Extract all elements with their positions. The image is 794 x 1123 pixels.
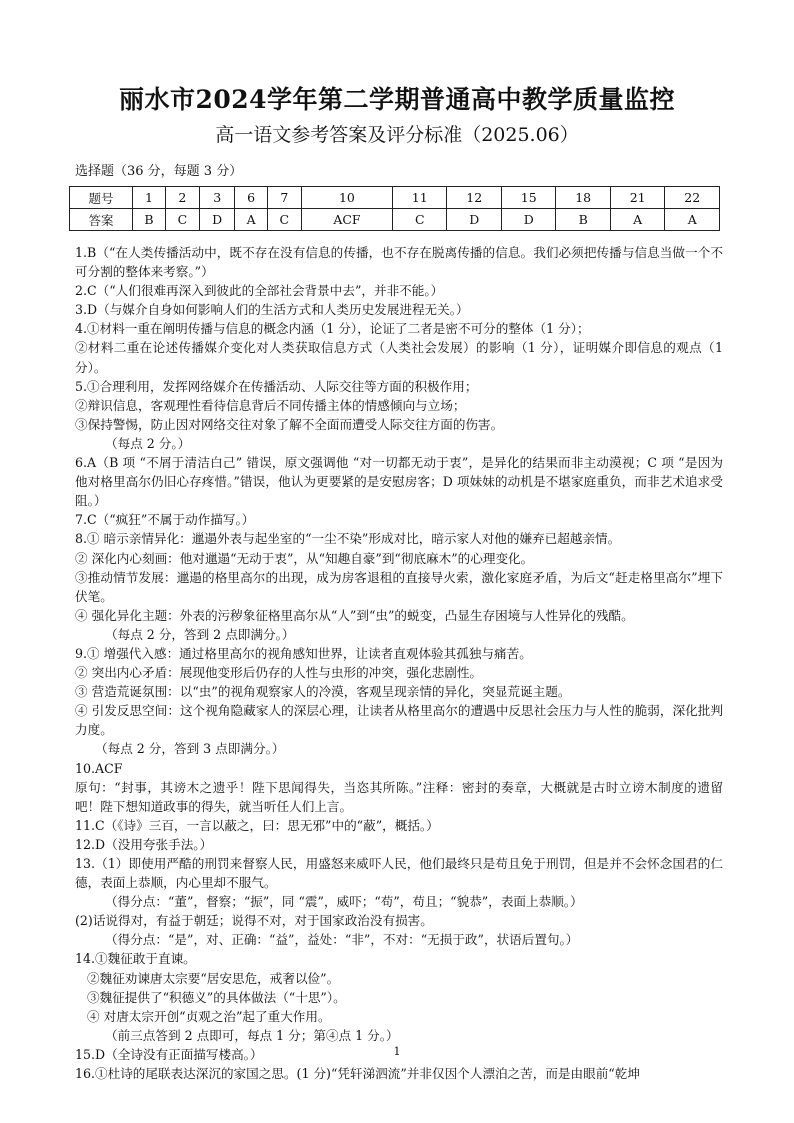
answer-line: 7.C（“疯狂”不属于动作描写。） [75,512,255,528]
answer-line: 5.①合理利用，发挥网络媒介在传播活动、人际交往等方面的积极作用； [75,378,478,394]
answer-cell: ACF [301,209,392,231]
answer-table [69,186,720,231]
answer-line: 12.D（没用夸张手法。） [75,836,213,852]
question-number-cell: 3 [199,187,235,209]
row-header-answer: 答案 [70,209,133,231]
answer-cell: A [610,209,664,231]
question-number-cell: 11 [393,187,447,209]
row-header-question: 题号 [70,187,133,209]
answer-line: 1.B（“在人类传播活动中，既不存在没有信息的传播，也不存在脱离传播的信息。我们必须把传播与信息当做一个不可分割的整体来考察。”） [75,245,723,280]
answer-line: 14.①魏征敢于直谏。 [75,951,196,967]
answer-line: 2.C（“人们很难再深入到彼此的全部社会背景中去”，并非不能。） [75,283,444,299]
answer-line: 11.C（《诗》三百，一言以蔽之，曰：思无邪”中的“蔽”，概括。） [75,817,439,833]
page-number: 1 [393,1045,401,1058]
question-number-cell: 15 [501,187,555,209]
answer-line: ④ 强化异化主题：外表的污秽象征格里高尔从“人”到“虫”的蜕变，凸显生存困境与人性异化的残酷。 [75,607,634,623]
answer-line: 8.① 暗示亲情异化：邋遢外表与起坐室的“一尘不染”形成对比，暗示家人对他的嫌弃已超越亲情。 [75,531,621,547]
answer-row [70,209,720,231]
section-label: 选择题（36 分，每题 3 分） [75,164,243,179]
answer-cell: D [447,209,501,231]
answer-line: 原句：“封事，其谤木之遗乎！陛下思闻得失，当恣其所陈。”注释：密封的奏章，大概就是古时立谤木制度的遗留吧！陛下想知道政事的得失，就当听任人们上言。 [75,779,723,814]
answer-line: ②魏征劝谏唐太宗要“居安思危，戒奢以俭”。 [87,970,340,986]
answer-cell: A [235,209,267,231]
question-number-cell: 7 [267,187,301,209]
question-number-cell: 18 [556,187,610,209]
page-subtitle: 高一语文参考答案及评分标准（2025.06） [215,124,579,146]
answer-cell: C [165,209,199,231]
answer-line: 15.D（全诗没有正面描写楼高。） [75,1046,263,1062]
question-number-cell: 21 [610,187,664,209]
answer-cell: C [267,209,301,231]
answer-line: (2)话说得对，有益于朝廷；说得不对，对于国家政治没有损害。 [75,913,433,929]
answer-line: （每点 2 分，答到 3 点即满分。） [95,741,285,757]
answer-line: （每点 2 分。） [105,435,191,451]
question-number-cell: 1 [133,187,166,209]
answer-line: （得分点：“董”，督察；“振”，同 “震”，威吓；“苟”，苟且；“貌恭”，表面上恭顺。） [105,894,583,910]
answer-cell: B [133,209,166,231]
answer-line: 4.①材料一重在阐明传播与信息的概念内涵（1 分），论证了二者是密不可分的整体（1 分）； [75,321,590,337]
question-number-cell: 22 [665,187,720,209]
answer-line: ② 突出内心矛盾：展现他变形后仍存的人性与虫形的冲突，强化悲剧性。 [75,665,483,681]
answer-line: ③ 营造荒诞氛围：以“虫”的视角观察家人的冷漠，客观呈现亲情的异化，突显荒诞主题。 [75,684,571,700]
answer-line: 6.A（B 项 “不屑于清洁白己” 错误，原文强调他 “对一切都无动于衷”，是异化的结果而非主动漠视；C 项 “是因为他对格里高尔仍旧心存疼惜。”错误，他认为更要紧的是安慰房客；D 项妹妹的动机是不堪家庭重负，而非艺术追求受阻。） [75,455,723,509]
answer-line: ④ 引发反思空间：这个视角隐藏家人的深层心理，让读者从格里高尔的遭遇中反思社会压力与人性的脆弱，深化批判力度。 [75,703,723,738]
answer-line: （得分点：“是”，对、正确：“益”，益处：“非”，不对：“无损于政”，状语后置句。） [105,932,579,948]
page-title: 丽水市2024学年第二学期普通高中教学质量监控 [118,85,676,114]
answer-cell: C [393,209,447,231]
question-number-cell: 6 [235,187,267,209]
answer-explanations [75,243,723,1083]
answer-line: ②材料二重在论述传播媒介变化对人类获取信息方式（人类社会发展）的影响（1 分），证明媒介即信息的观点（1 分）。 [75,340,723,375]
answer-cell: A [665,209,720,231]
answer-line: ③保持警惕，防止因对网络交往对象了解不全面而遭受人际交往方面的伤害。 [75,416,504,432]
answer-line: ③魏征提供了“积德义”的具体做法（“十思”）。 [87,989,346,1005]
question-number-row [70,187,720,209]
answer-line: ②辩识信息，客观理性看待信息背后不同传播主体的情感倾向与立场； [75,397,466,413]
answer-line: 13.（1）即使用严酷的刑罚来督察人民，用盛怒来威吓人民，他们最终只是苟且免于刑罚，但是并不会怀念国君的仁德，表面上恭顺，内心里却不服气。 [75,856,723,891]
question-number-cell: 2 [165,187,199,209]
answer-line: ② 深化内心刻画：他对邋遢“无动于衷”，从“知趣自豪”到“彻底麻木”的心理变化。 [75,550,534,566]
answer-line: 3.D（与媒介自身如何影响人们的生活方式和人类历史发展进程无关。） [75,302,469,318]
answer-line: （每点 2 分，答到 2 点即满分。） [105,626,295,642]
answer-line: ③推动情节发展：邋遢的格里高尔的出现，成为房客退租的直接导火索，激化家庭矛盾，为后文“赶走格里高尔”埋下伏笔。 [75,569,723,604]
answer-line: ④ 对唐太宗开创“贞观之治”起了重大作用。 [87,1008,331,1024]
answer-line: 9.① 增强代入感：通过格里高尔的视角感知世界，让读者直观体验其孤独与痛苦。 [75,645,532,661]
answer-line: （前三点答到 2 点即可，每点 1 分；第④点 1 分。） [105,1027,399,1043]
question-number-cell: 10 [301,187,392,209]
answer-cell: D [199,209,235,231]
answer-cell: D [501,209,555,231]
answer-cell: B [556,209,610,231]
answer-line: 10.ACF [75,760,123,776]
answer-line: 16.①杜诗的尾联表达深沉的家国之思。(1 分)“凭轩涕泗流”并非仅因个人漂泊之苦，而是由眼前“乾坤 [75,1066,640,1082]
question-number-cell: 12 [447,187,501,209]
